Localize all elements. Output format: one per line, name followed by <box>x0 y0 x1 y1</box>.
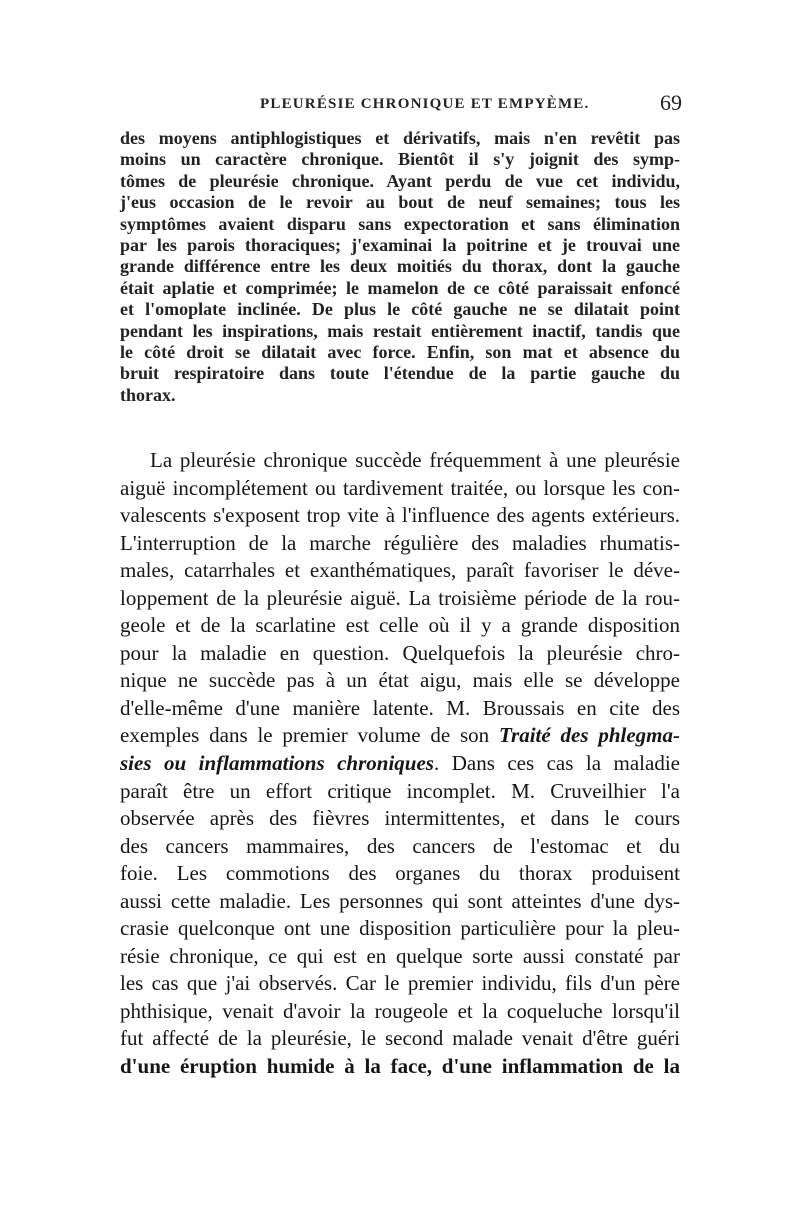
text-line: des cancers mammaires, des cancers de l'estomac et du <box>120 833 680 858</box>
text-line: aiguë incomplétement ou tardivement traitée, ou lorsque les con- <box>120 475 680 500</box>
text-line-with-title <box>120 750 680 778</box>
text-line: et l'omoplate inclinée. De plus le côté gauche ne se dilatait point <box>120 299 680 320</box>
text-line: males, catarrhales et exanthématiques, paraît favoriser le déve- <box>120 558 680 583</box>
text-fragment: . Dans ces cas la maladie <box>433 751 680 776</box>
text-line: valescents s'exposent trop vite à l'influence des agents extérieurs. <box>120 503 680 528</box>
text-line: résie chronique, ce qui est en quelque sorte aussi constaté par <box>120 943 680 968</box>
text-line: tômes de pleurésie chronique. Ayant perdu de vue cet individu, <box>120 170 680 191</box>
text-line: les cas que j'ai observés. Car le premier individu, fils d'un père <box>120 971 680 996</box>
text-line: nique ne succède pas à un état aigu, mais elle se développe <box>120 668 680 693</box>
paragraph-case-description <box>120 128 680 406</box>
italic-book-title: Traité des phlegma- <box>498 723 680 748</box>
text-line: phthisique, venait d'avoir la rougeole et la coqueluche lorsqu'il <box>120 998 680 1023</box>
text-line: des moyens antiphlogistiques et dérivatifs, mais n'en revêtit pas <box>120 128 680 148</box>
paragraph-etiology <box>120 447 680 1081</box>
italic-book-title: sies ou inflammations chroniques <box>120 751 434 776</box>
text-line: par les parois thoraciques; j'examinai la poitrine et je trouvai une <box>120 235 680 256</box>
text-line: aussi cette maladie. Les personnes qui sont atteintes d'une dys- <box>120 888 680 913</box>
text-line: foie. Les commotions des organes du thorax produisent <box>120 861 680 886</box>
text-line: L'interruption de la marche régulière des maladies rhumatis- <box>120 530 680 555</box>
text-fragment: exemples dans le premier volume de son <box>120 723 499 748</box>
text-line: pendant les inspirations, mais restait entièrement inactif, tandis que <box>120 320 680 341</box>
page-header <box>120 92 682 122</box>
text-line: le côté droit se dilatait avec force. Enfin, son mat et absence du <box>120 342 680 363</box>
text-line: observée après des fièvres intermittentes, et dans le cours <box>120 806 680 831</box>
text-line: symptômes avaient disparu sans expectoration et sans élimination <box>120 213 680 234</box>
text-line: geole et de la scarlatine est celle où il y a grande disposition <box>120 613 680 638</box>
text-line: moins un caractère chronique. Bientôt il s'y joignit des symp- <box>120 149 680 170</box>
text-line: La pleurésie chronique succède fréquemment à une pleurésie <box>150 448 680 472</box>
text-line: pour la maladie en question. Quelquefois la pleurésie chro- <box>120 640 680 665</box>
text-line: fut affecté de la pleurésie, le second malade venait d'être guéri <box>120 1026 680 1051</box>
text-line: bruit respiratoire dans toute l'étendue de la partie gauche du <box>120 363 680 384</box>
text-line: thorax. <box>120 384 176 405</box>
text-line: était aplatie et comprimée; le mamelon de ce côté paraissait enfoncé <box>120 277 680 298</box>
text-line: d'une éruption humide à la face, d'une inflammation de la <box>120 1054 680 1079</box>
page-number: 69 <box>660 90 682 115</box>
running-title: PLEURÉSIE CHRONIQUE ET EMPYÈME. <box>260 96 590 112</box>
text-line: crasie quelconque ont une disposition particulière pour la pleu- <box>120 916 680 941</box>
text-line: paraît être un effort critique incomplet. M. Cruveilhier l'a <box>120 778 680 803</box>
text-line-with-title <box>120 722 680 750</box>
text-line: d'elle-même d'une manière latente. M. Broussais en cite des <box>120 695 680 720</box>
text-line: j'eus occasion de le revoir au bout de neuf semaines; tous les <box>120 192 680 213</box>
text-line: loppement de la pleurésie aiguë. La troisième période de la rou- <box>120 585 680 610</box>
text-line: grande différence entre les deux moitiés du thorax, dont la gauche <box>120 256 680 277</box>
